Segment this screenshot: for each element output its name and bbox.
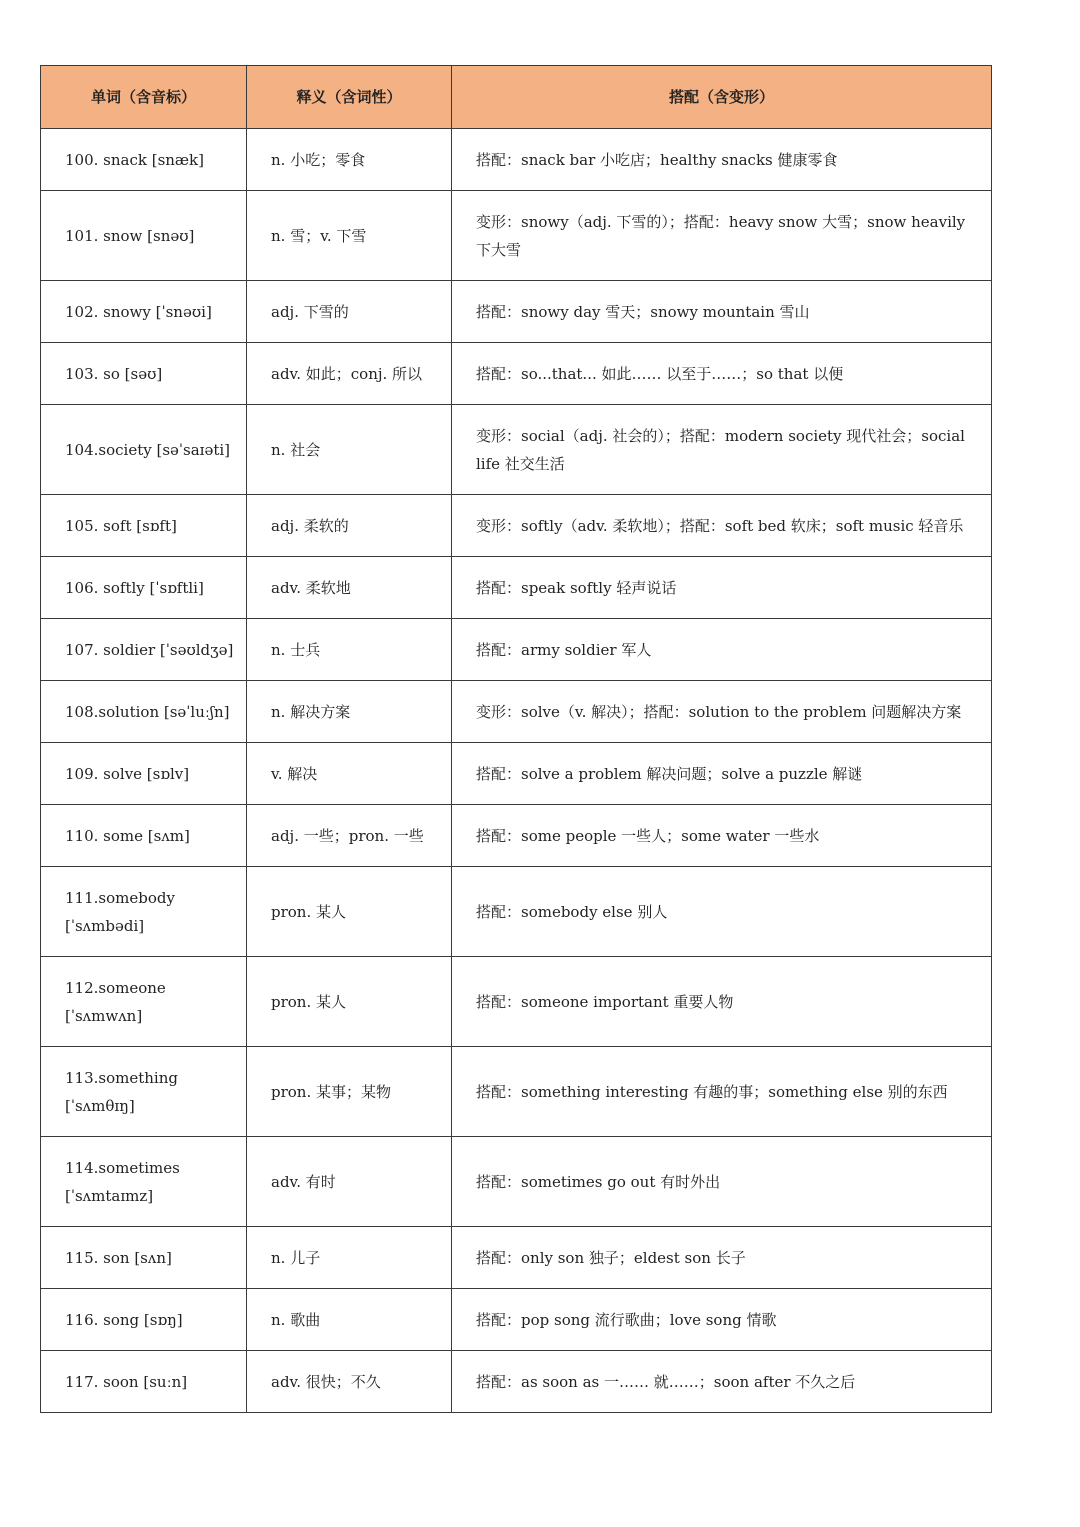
word-cell: 107. soldier [ˈsəʊldʒə] bbox=[41, 619, 247, 681]
meaning-cell: pron. 某人 bbox=[247, 867, 452, 957]
vocabulary-table bbox=[40, 65, 992, 1413]
phrase-cell: 搭配：army soldier 军人 bbox=[452, 619, 992, 681]
header-meaning: 释义（含词性） bbox=[247, 66, 452, 129]
table-row bbox=[41, 129, 992, 191]
meaning-cell: pron. 某人 bbox=[247, 957, 452, 1047]
meaning-cell: adj. 一些；pron. 一些 bbox=[247, 805, 452, 867]
meaning-cell: adj. 柔软的 bbox=[247, 495, 452, 557]
table-row bbox=[41, 557, 992, 619]
header-row bbox=[41, 66, 992, 129]
word-cell: 117. soon [suːn] bbox=[41, 1351, 247, 1413]
phrase-cell: 变形：snowy（adj. 下雪的）；搭配：heavy snow 大雪；snow heavily 下大雪 bbox=[452, 191, 992, 281]
word-cell: 109. solve [sɒlv] bbox=[41, 743, 247, 805]
table-row bbox=[41, 405, 992, 495]
meaning-cell: adv. 很快；不久 bbox=[247, 1351, 452, 1413]
meaning-cell: n. 解决方案 bbox=[247, 681, 452, 743]
meaning-cell: adv. 柔软地 bbox=[247, 557, 452, 619]
table-row bbox=[41, 495, 992, 557]
word-cell: 105. soft [sɒft] bbox=[41, 495, 247, 557]
meaning-cell: pron. 某事；某物 bbox=[247, 1047, 452, 1137]
word-cell: 113.something [ˈsʌmθɪŋ] bbox=[41, 1047, 247, 1137]
word-cell: 111.somebody [ˈsʌmbədi] bbox=[41, 867, 247, 957]
phrase-cell: 变形：solve（v. 解决）；搭配：solution to the problem 问题解决方案 bbox=[452, 681, 992, 743]
table-row bbox=[41, 957, 992, 1047]
word-cell: 112.someone [ˈsʌmwʌn] bbox=[41, 957, 247, 1047]
phrase-cell: 搭配：snowy day 雪天；snowy mountain 雪山 bbox=[452, 281, 992, 343]
table-row bbox=[41, 867, 992, 957]
word-cell: 108.solution [səˈluːʃn] bbox=[41, 681, 247, 743]
phrase-cell: 搭配：sometimes go out 有时外出 bbox=[452, 1137, 992, 1227]
meaning-cell: adv. 有时 bbox=[247, 1137, 452, 1227]
table-row bbox=[41, 805, 992, 867]
meaning-cell: n. 士兵 bbox=[247, 619, 452, 681]
phrase-cell: 搭配：snack bar 小吃店；healthy snacks 健康零食 bbox=[452, 129, 992, 191]
meaning-cell: n. 小吃；零食 bbox=[247, 129, 452, 191]
phrase-cell: 搭配：somebody else 别人 bbox=[452, 867, 992, 957]
phrase-cell: 搭配：as soon as 一…… 就……；soon after 不久之后 bbox=[452, 1351, 992, 1413]
word-cell: 115. son [sʌn] bbox=[41, 1227, 247, 1289]
table-row bbox=[41, 191, 992, 281]
phrase-cell: 搭配：someone important 重要人物 bbox=[452, 957, 992, 1047]
word-cell: 101. snow [snəʊ] bbox=[41, 191, 247, 281]
table-row bbox=[41, 1047, 992, 1137]
phrase-cell: 搭配：solve a problem 解决问题；solve a puzzle 解谜 bbox=[452, 743, 992, 805]
phrase-cell: 搭配：something interesting 有趣的事；something else 别的东西 bbox=[452, 1047, 992, 1137]
word-cell: 103. so [səʊ] bbox=[41, 343, 247, 405]
table-row bbox=[41, 681, 992, 743]
header-word: 单词（含音标） bbox=[41, 66, 247, 129]
phrase-cell: 搭配：pop song 流行歌曲；love song 情歌 bbox=[452, 1289, 992, 1351]
table-row bbox=[41, 1351, 992, 1413]
phrase-cell: 搭配：so...that... 如此…… 以至于……；so that 以便 bbox=[452, 343, 992, 405]
table-row bbox=[41, 1289, 992, 1351]
meaning-cell: n. 雪；v. 下雪 bbox=[247, 191, 452, 281]
word-cell: 106. softly [ˈsɒftli] bbox=[41, 557, 247, 619]
meaning-cell: adv. 如此；conj. 所以 bbox=[247, 343, 452, 405]
header-phrase: 搭配（含变形） bbox=[452, 66, 992, 129]
phrase-cell: 搭配：only son 独子；eldest son 长子 bbox=[452, 1227, 992, 1289]
word-cell: 114.sometimes [ˈsʌmtaɪmz] bbox=[41, 1137, 247, 1227]
table-row bbox=[41, 281, 992, 343]
phrase-cell: 搭配：some people 一些人；some water 一些水 bbox=[452, 805, 992, 867]
phrase-cell: 变形：softly（adv. 柔软地）；搭配：soft bed 软床；soft music 轻音乐 bbox=[452, 495, 992, 557]
meaning-cell: n. 儿子 bbox=[247, 1227, 452, 1289]
word-cell: 104.society [səˈsaɪəti] bbox=[41, 405, 247, 495]
word-cell: 102. snowy [ˈsnəʊi] bbox=[41, 281, 247, 343]
meaning-cell: n. 歌曲 bbox=[247, 1289, 452, 1351]
meaning-cell: adj. 下雪的 bbox=[247, 281, 452, 343]
word-cell: 110. some [sʌm] bbox=[41, 805, 247, 867]
table-row bbox=[41, 743, 992, 805]
meaning-cell: n. 社会 bbox=[247, 405, 452, 495]
table-row bbox=[41, 1137, 992, 1227]
phrase-cell: 变形：social（adj. 社会的）；搭配：modern society 现代社会；social life 社交生活 bbox=[452, 405, 992, 495]
phrase-cell: 搭配：speak softly 轻声说话 bbox=[452, 557, 992, 619]
table-row bbox=[41, 343, 992, 405]
table-row bbox=[41, 1227, 992, 1289]
word-cell: 100. snack [snæk] bbox=[41, 129, 247, 191]
table-body bbox=[41, 129, 992, 1413]
word-cell: 116. song [sɒŋ] bbox=[41, 1289, 247, 1351]
meaning-cell: v. 解决 bbox=[247, 743, 452, 805]
table-row bbox=[41, 619, 992, 681]
